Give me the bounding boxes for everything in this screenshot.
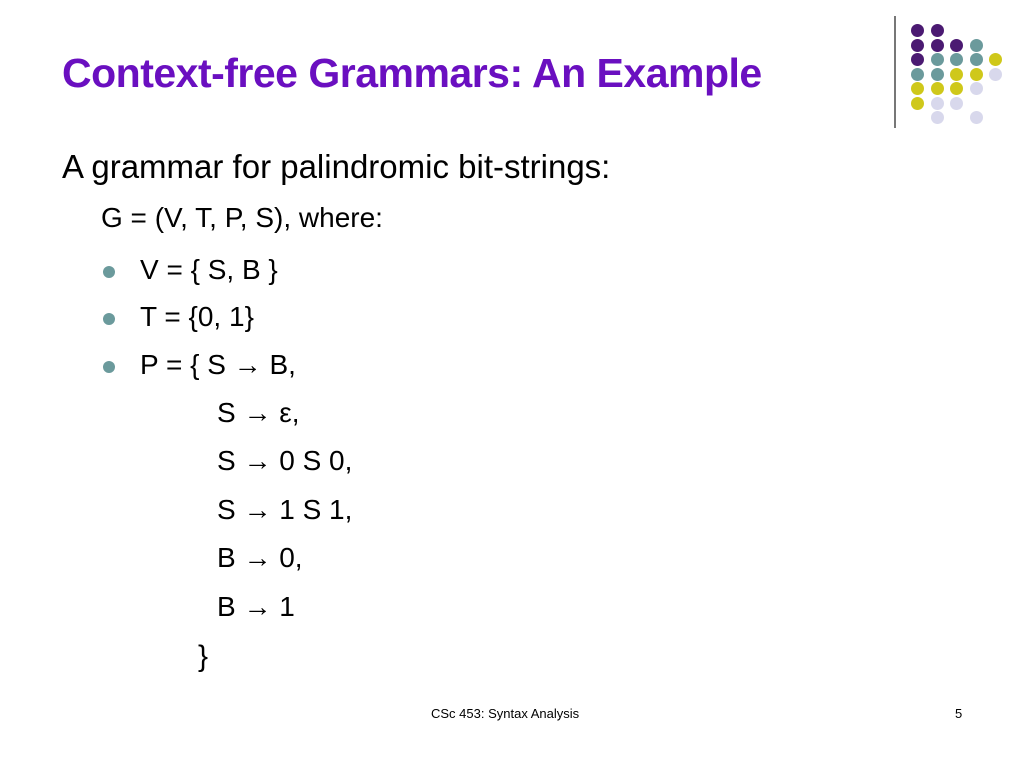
decorative-dot [970, 111, 983, 124]
footer-page-number: 5 [955, 706, 963, 721]
decorative-dot [931, 39, 944, 52]
decorative-dot [911, 24, 924, 37]
decorative-dot [931, 24, 944, 37]
slide-title: Context-free Grammars: An Example [62, 50, 762, 96]
footer-course: CSc 453: Syntax Analysis [431, 706, 580, 721]
production-line: B → 1 [217, 591, 295, 622]
grammar-definition: G = (V, T, P, S), where: [101, 202, 383, 233]
decorative-dot [931, 68, 944, 81]
decorative-dot [950, 82, 963, 95]
decorative-dot [970, 53, 983, 66]
production-line: B → 0, [217, 542, 303, 573]
decorative-dot [931, 53, 944, 66]
decorative-dot [911, 68, 924, 81]
decorative-dot [989, 68, 1002, 81]
decorative-dot [931, 97, 944, 110]
bullet-text: T = {0, 1} [140, 301, 254, 332]
decorative-dot [911, 39, 924, 52]
bullet-text: P = { S → B, [140, 349, 296, 380]
production-line: S → ε, [217, 397, 300, 428]
decorative-dot [911, 53, 924, 66]
bullet-icon [103, 361, 115, 373]
decorative-dot [950, 53, 963, 66]
decorative-dot [970, 39, 983, 52]
decorative-dot [911, 97, 924, 110]
decorative-dot [950, 97, 963, 110]
intro-text: A grammar for palindromic bit-strings: [62, 148, 611, 185]
bullet-icon [103, 313, 115, 325]
decorative-dot [931, 111, 944, 124]
closing-brace: } [198, 640, 209, 673]
decorative-divider [894, 16, 896, 128]
production-line: S → 0 S 0, [217, 445, 353, 476]
decorative-dot [950, 68, 963, 81]
production-line: S → 1 S 1, [217, 494, 353, 525]
decorative-dot [970, 82, 983, 95]
decorative-dot [950, 39, 963, 52]
decorative-dot [911, 82, 924, 95]
decorative-dot [931, 82, 944, 95]
bullet-icon [103, 266, 115, 278]
bullet-text: V = { S, B } [140, 254, 278, 285]
decorative-dot [970, 68, 983, 81]
decorative-dot [989, 53, 1002, 66]
